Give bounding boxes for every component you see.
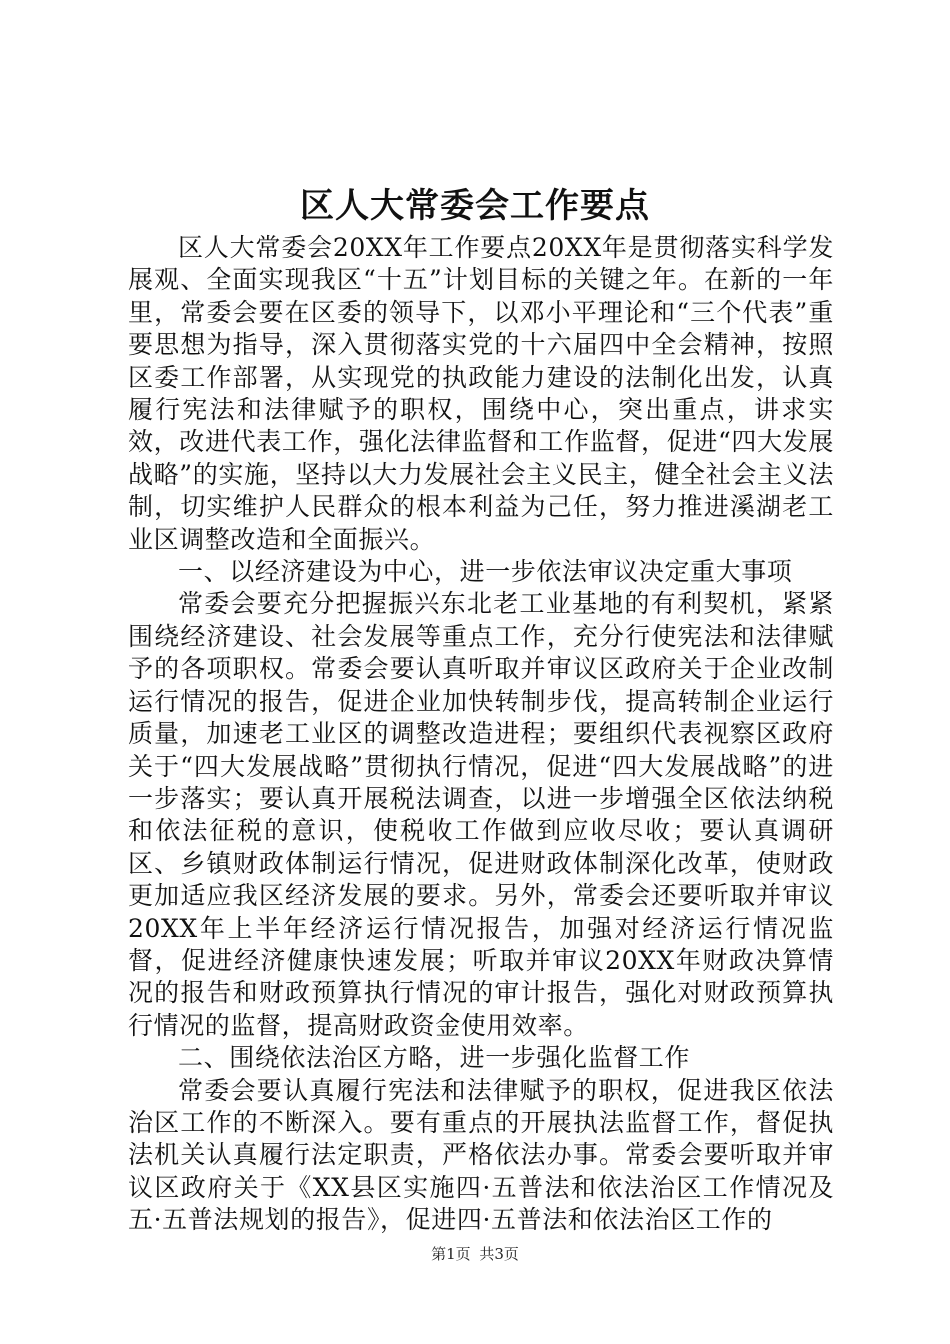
page-total: 共3页 — [479, 1245, 519, 1263]
page-number: 第1页 — [431, 1245, 471, 1263]
section-2-paragraph: 常委会要认真履行宪法和法律赋予的职权，促进我区依法治区工作的不断深入。要有重点的开展执法监督工作，督促执法机关认真履行法定职责，严格依法办事。常委会要听取并审议区政府关于《XX县区实施四·五普法和依法治区工作情况及五·五普法规划的报告》，促进四·五普法和依法治区工作的 — [128, 1075, 834, 1235]
document-body — [128, 232, 834, 1237]
section-1-paragraph: 常委会要充分把握振兴东北老工业基地的有利契机，紧紧围绕经济建设、社会发展等重点工作，充分行使宪法和法律赋予的各项职权。常委会要认真听取并审议区政府关于企业改制运行情况的报告，促进企业加快转制步伐，提高转制企业运行质量，加速老工业区的调整改造进程；要组织代表视察区政府关于“四大发展战略”贯彻执行情况，促进“四大发展战略”的进一步落实；要认真开展税法调查，以进一步增强全区依法纳税和依法征税的意识，使税收工作做到应收尽收；要认真调研区、乡镇财政体制运行情况，促进财政体制深化改革，使财政更加适应我区经济发展的要求。另外，常委会还要听取并审议20XX年上半年经济运行情况报告，加强对经济运行情况监督，促进经济健康快速发展；听取并审议20XX年财政决算情况的报告和财政预算执行情况的审计报告，强化对财政预算执行情况的监督，提高财政资金使用效率。 — [128, 589, 834, 1040]
page-footer — [0, 1244, 950, 1264]
section-heading-1: 一、以经济建设为中心，进一步依法审议决定重大事项 — [178, 557, 793, 587]
intro-paragraph: 区人大常委会20XX年工作要点20XX年是贯彻落实科学发展观、全面实现我区“十五”计划目标的关键之年。在新的一年里，常委会要在区委的领导下，以邓小平理论和“三个代表”重要思想为指导，深入贯彻落实党的十六届四中全会精神，按照区委工作部署，从实现党的执政能力建设的法制化出发，认真履行宪法和法律赋予的职权，围绕中心，突出重点，讲求实效，改进代表工作，强化法律监督和工作监督，促进“四大发展战略”的实施，坚持以大力发展社会主义民主，健全社会主义法制，切实维护人民群众的根本利益为己任，努力推进溪湖老工业区调整改造和全面振兴。 — [128, 233, 834, 554]
section-heading-2: 二、围绕依法治区方略，进一步强化监督工作 — [178, 1043, 691, 1073]
document-title: 区人大常委会工作要点 — [300, 186, 650, 226]
